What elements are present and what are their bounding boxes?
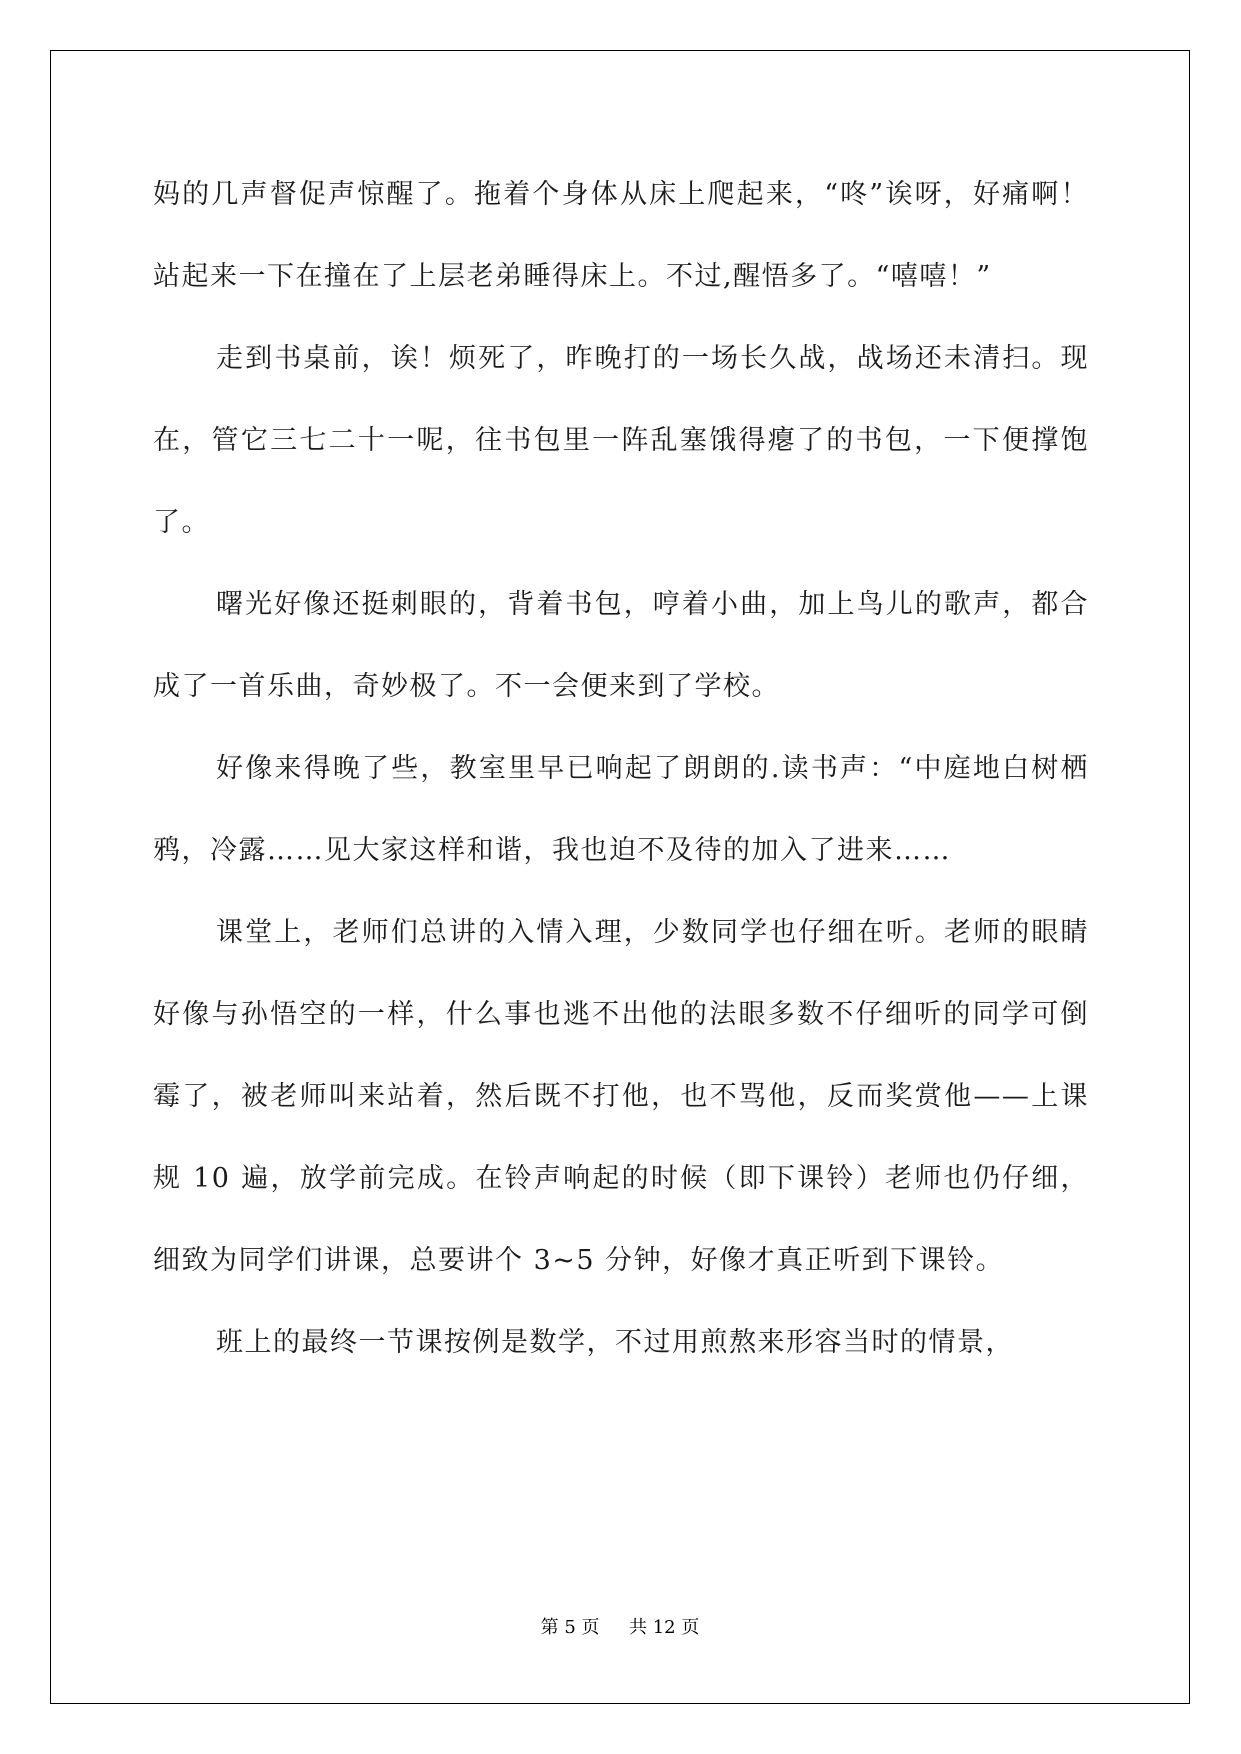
paragraph-6: 班上的最终一节课按例是数学，不过用煎熬来形容当时的情景， [216,1327,1014,1358]
paragraph-5: 课堂上，老师们总讲的入情入理，少数同学也仔细在听。老师的眼睛好像与孙悟空的一样，什么事也逃不出他的法眼多数不仔细听的同学可倒霉了，被老师叫来站着，然后既不打他，也不骂他，反而奖赏他——上课规 10 遍，放学前完成。在铃声响起的时候（即下课铃）老师也仍仔细，细致为同学们讲课，总要讲个 3~5 分钟，好像才真正听到下课铃。 [153,917,1089,1276]
paragraph-4: 好像来得晚了些，教室里早已响起了朗朗的.读书声：“中庭地白树栖鸦，冷露……见大家这样和谐，我也迫不及待的加入了进来…… [153,753,1089,866]
paragraph-2: 走到书桌前，诶！烦死了，昨晚打的一场长久战，战场还未清扫。现在，管它三七二十一呢，往书包里一阵乱塞饿得瘪了的书包，一下便撑饱了。 [153,343,1089,538]
page-total: 共 12 页 [629,1617,700,1638]
paragraph-1: 妈的几声督促声惊醒了。拖着个身体从床上爬起来，“咚”诶呀，好痛啊！站起来一下在撞在了上层老弟睡得床上。不过,醒悟多了。“嘻嘻！” [153,179,1089,292]
page-footer [50,1613,1190,1639]
page-number: 第 5 页 [540,1617,600,1638]
paragraph-3: 曙光好像还挺刺眼的，背着书包，哼着小曲，加上鸟儿的歌声，都合成了一首乐曲，奇妙极了。不一会便来到了学校。 [153,589,1089,702]
document-body [153,154,1089,1384]
